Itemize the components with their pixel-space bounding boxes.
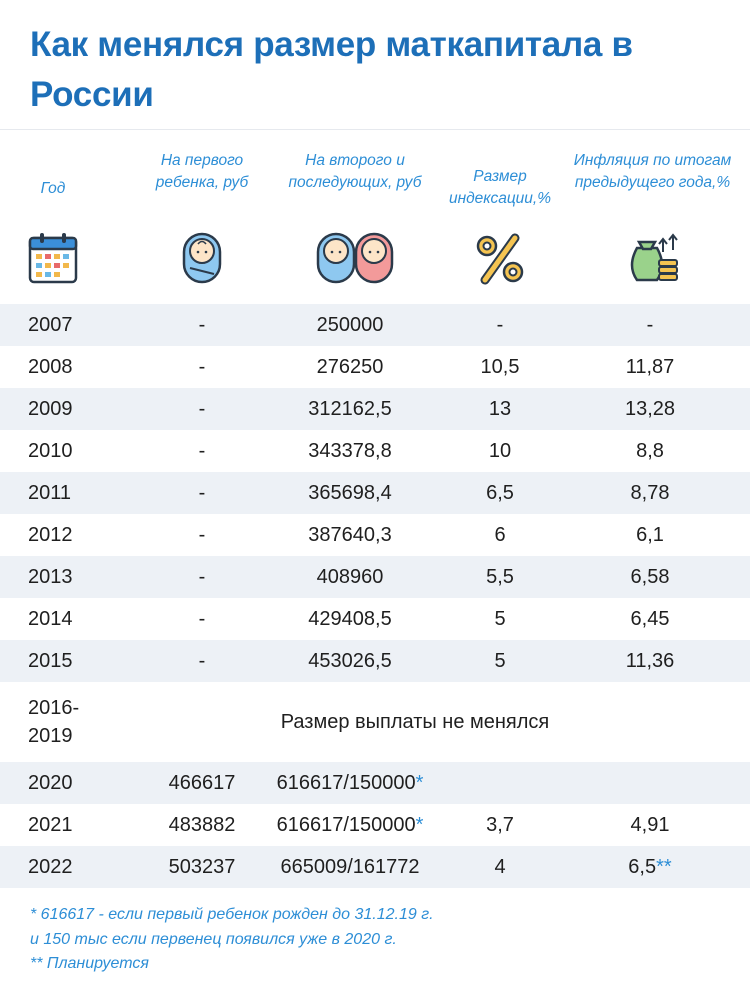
table-row: [0, 472, 750, 514]
cell-inflation: 11,87: [625, 355, 675, 378]
cell-inflation: 13,28: [624, 397, 676, 420]
cell-index: 5: [494, 607, 506, 630]
header-year-label: Год: [40, 180, 66, 197]
cell-year: 2007: [28, 313, 73, 336]
cell-second: 250000: [316, 313, 384, 336]
table-row: [0, 304, 750, 346]
cell-year: 2008: [28, 355, 73, 378]
cell-second: 276250: [316, 355, 384, 378]
page-title: Как менялся размер маткапитала в России: [30, 25, 633, 114]
table-row: [0, 598, 750, 640]
cell-second: 387640,3: [308, 523, 392, 546]
cell-index: 10: [488, 439, 512, 462]
babies-blue-pink-icon: [316, 232, 394, 289]
cell-inflation: 8,78: [630, 481, 670, 504]
cell-first: -: [198, 481, 206, 504]
baby-blue-icon: [182, 232, 222, 289]
header-inflation-label: Инфляция по итогам предыдущего года,%: [573, 152, 732, 191]
cell-year-range: [28, 682, 79, 762]
cell-first: 503237: [168, 855, 236, 878]
cell-first: -: [198, 397, 206, 420]
title-divider: [0, 129, 750, 130]
cell-first: 466617: [168, 771, 236, 794]
year-range-end: 2019: [28, 725, 73, 747]
cell-second: 408960: [316, 565, 384, 588]
cell-index: 10,5: [480, 355, 520, 378]
cell-second: 312162,5: [308, 397, 392, 420]
cell-first: 483882: [168, 813, 236, 836]
cell-index: 6: [494, 523, 506, 546]
table-row: [0, 804, 750, 846]
header-index: [440, 150, 560, 300]
table-row-span: [0, 682, 750, 762]
percent-icon: [473, 232, 527, 291]
unchanged-note: Размер выплаты не менялся: [280, 710, 550, 733]
cell-first: -: [198, 313, 206, 336]
cell-year: 2010: [28, 439, 73, 462]
cell-year: 2022: [28, 855, 73, 878]
cell-second: [255, 804, 445, 846]
footnote-1: * 616617 - если первый ребенок рожден до 31.12.19 г.: [30, 906, 434, 923]
cell-year: 2009: [28, 397, 73, 420]
cell-index: [450, 762, 550, 804]
cell-inflation: [575, 846, 725, 888]
cell-inflation: 8,8: [636, 439, 664, 462]
table-row: [0, 514, 750, 556]
cell-year: 2020: [28, 771, 73, 794]
header-index-label: Размер индексации,%: [448, 168, 552, 207]
cell-year: 2014: [28, 607, 73, 630]
cell-second: [255, 762, 445, 804]
cell-inflation: 6,1: [636, 523, 664, 546]
table-row: [0, 430, 750, 472]
footnote-star: *: [415, 813, 424, 836]
cell-inflation: -: [646, 313, 654, 336]
cell-inflation: 6,58: [630, 565, 670, 588]
cell-first: -: [198, 523, 206, 546]
cell-year: 2011: [28, 481, 72, 504]
second-value: 616617/150000: [276, 813, 416, 836]
cell-index: -: [496, 313, 504, 336]
header-year: [20, 150, 86, 300]
cell-first: -: [198, 565, 206, 588]
header-inflation: [565, 150, 740, 300]
table-row: [0, 762, 750, 804]
cell-year: 2021: [28, 813, 73, 836]
second-value: 665009/161772: [280, 855, 420, 878]
cell-year: 2015: [28, 649, 73, 672]
year-range-start: 2016-: [28, 697, 80, 719]
cell-inflation: 4,91: [630, 813, 670, 836]
cell-first: -: [198, 649, 206, 672]
calendar-icon: [28, 232, 78, 289]
cell-second: 429408,5: [308, 607, 392, 630]
cell-second: 453026,5: [308, 649, 392, 672]
header-second-label: На второго и последующих, руб: [288, 152, 422, 191]
header-first: [140, 150, 264, 300]
table-row: [0, 846, 750, 888]
money-bag-coins-icon: [625, 232, 681, 291]
cell-first: -: [198, 355, 206, 378]
footnote-double-star: **: [656, 855, 672, 878]
header-first-label: На первого ребенка, руб: [155, 152, 249, 191]
cell-index: 6,5: [486, 481, 514, 504]
second-value: 616617/150000: [276, 771, 416, 794]
cell-index: 13: [488, 397, 512, 420]
footnote-2: ** Планируется: [30, 955, 149, 972]
cell-index: 3,7: [486, 813, 514, 836]
cell-second: 365698,4: [308, 481, 392, 504]
cell-year: 2012: [28, 523, 73, 546]
table-row: [0, 346, 750, 388]
cell-inflation: 6,45: [630, 607, 670, 630]
cell-second: 343378,8: [308, 439, 392, 462]
table-row: [0, 388, 750, 430]
table-row: [0, 556, 750, 598]
cell-first: -: [198, 607, 206, 630]
cell-inflation: [575, 762, 725, 804]
footnote-1-cont: и 150 тыс если первенец появился уже в 2020 г.: [30, 930, 397, 948]
footnote-star: *: [415, 771, 424, 794]
cell-inflation: 11,36: [625, 649, 675, 672]
inflation-value: 6,5: [628, 855, 657, 878]
cell-index: 5,5: [486, 565, 514, 588]
cell-index: 4: [494, 855, 506, 878]
cell-index: 5: [494, 649, 506, 672]
cell-first: -: [198, 439, 206, 462]
table-row: [0, 640, 750, 682]
footnotes: [30, 903, 730, 977]
cell-year: 2013: [28, 565, 73, 588]
cell-second: [255, 846, 445, 888]
header-second: [280, 150, 430, 300]
